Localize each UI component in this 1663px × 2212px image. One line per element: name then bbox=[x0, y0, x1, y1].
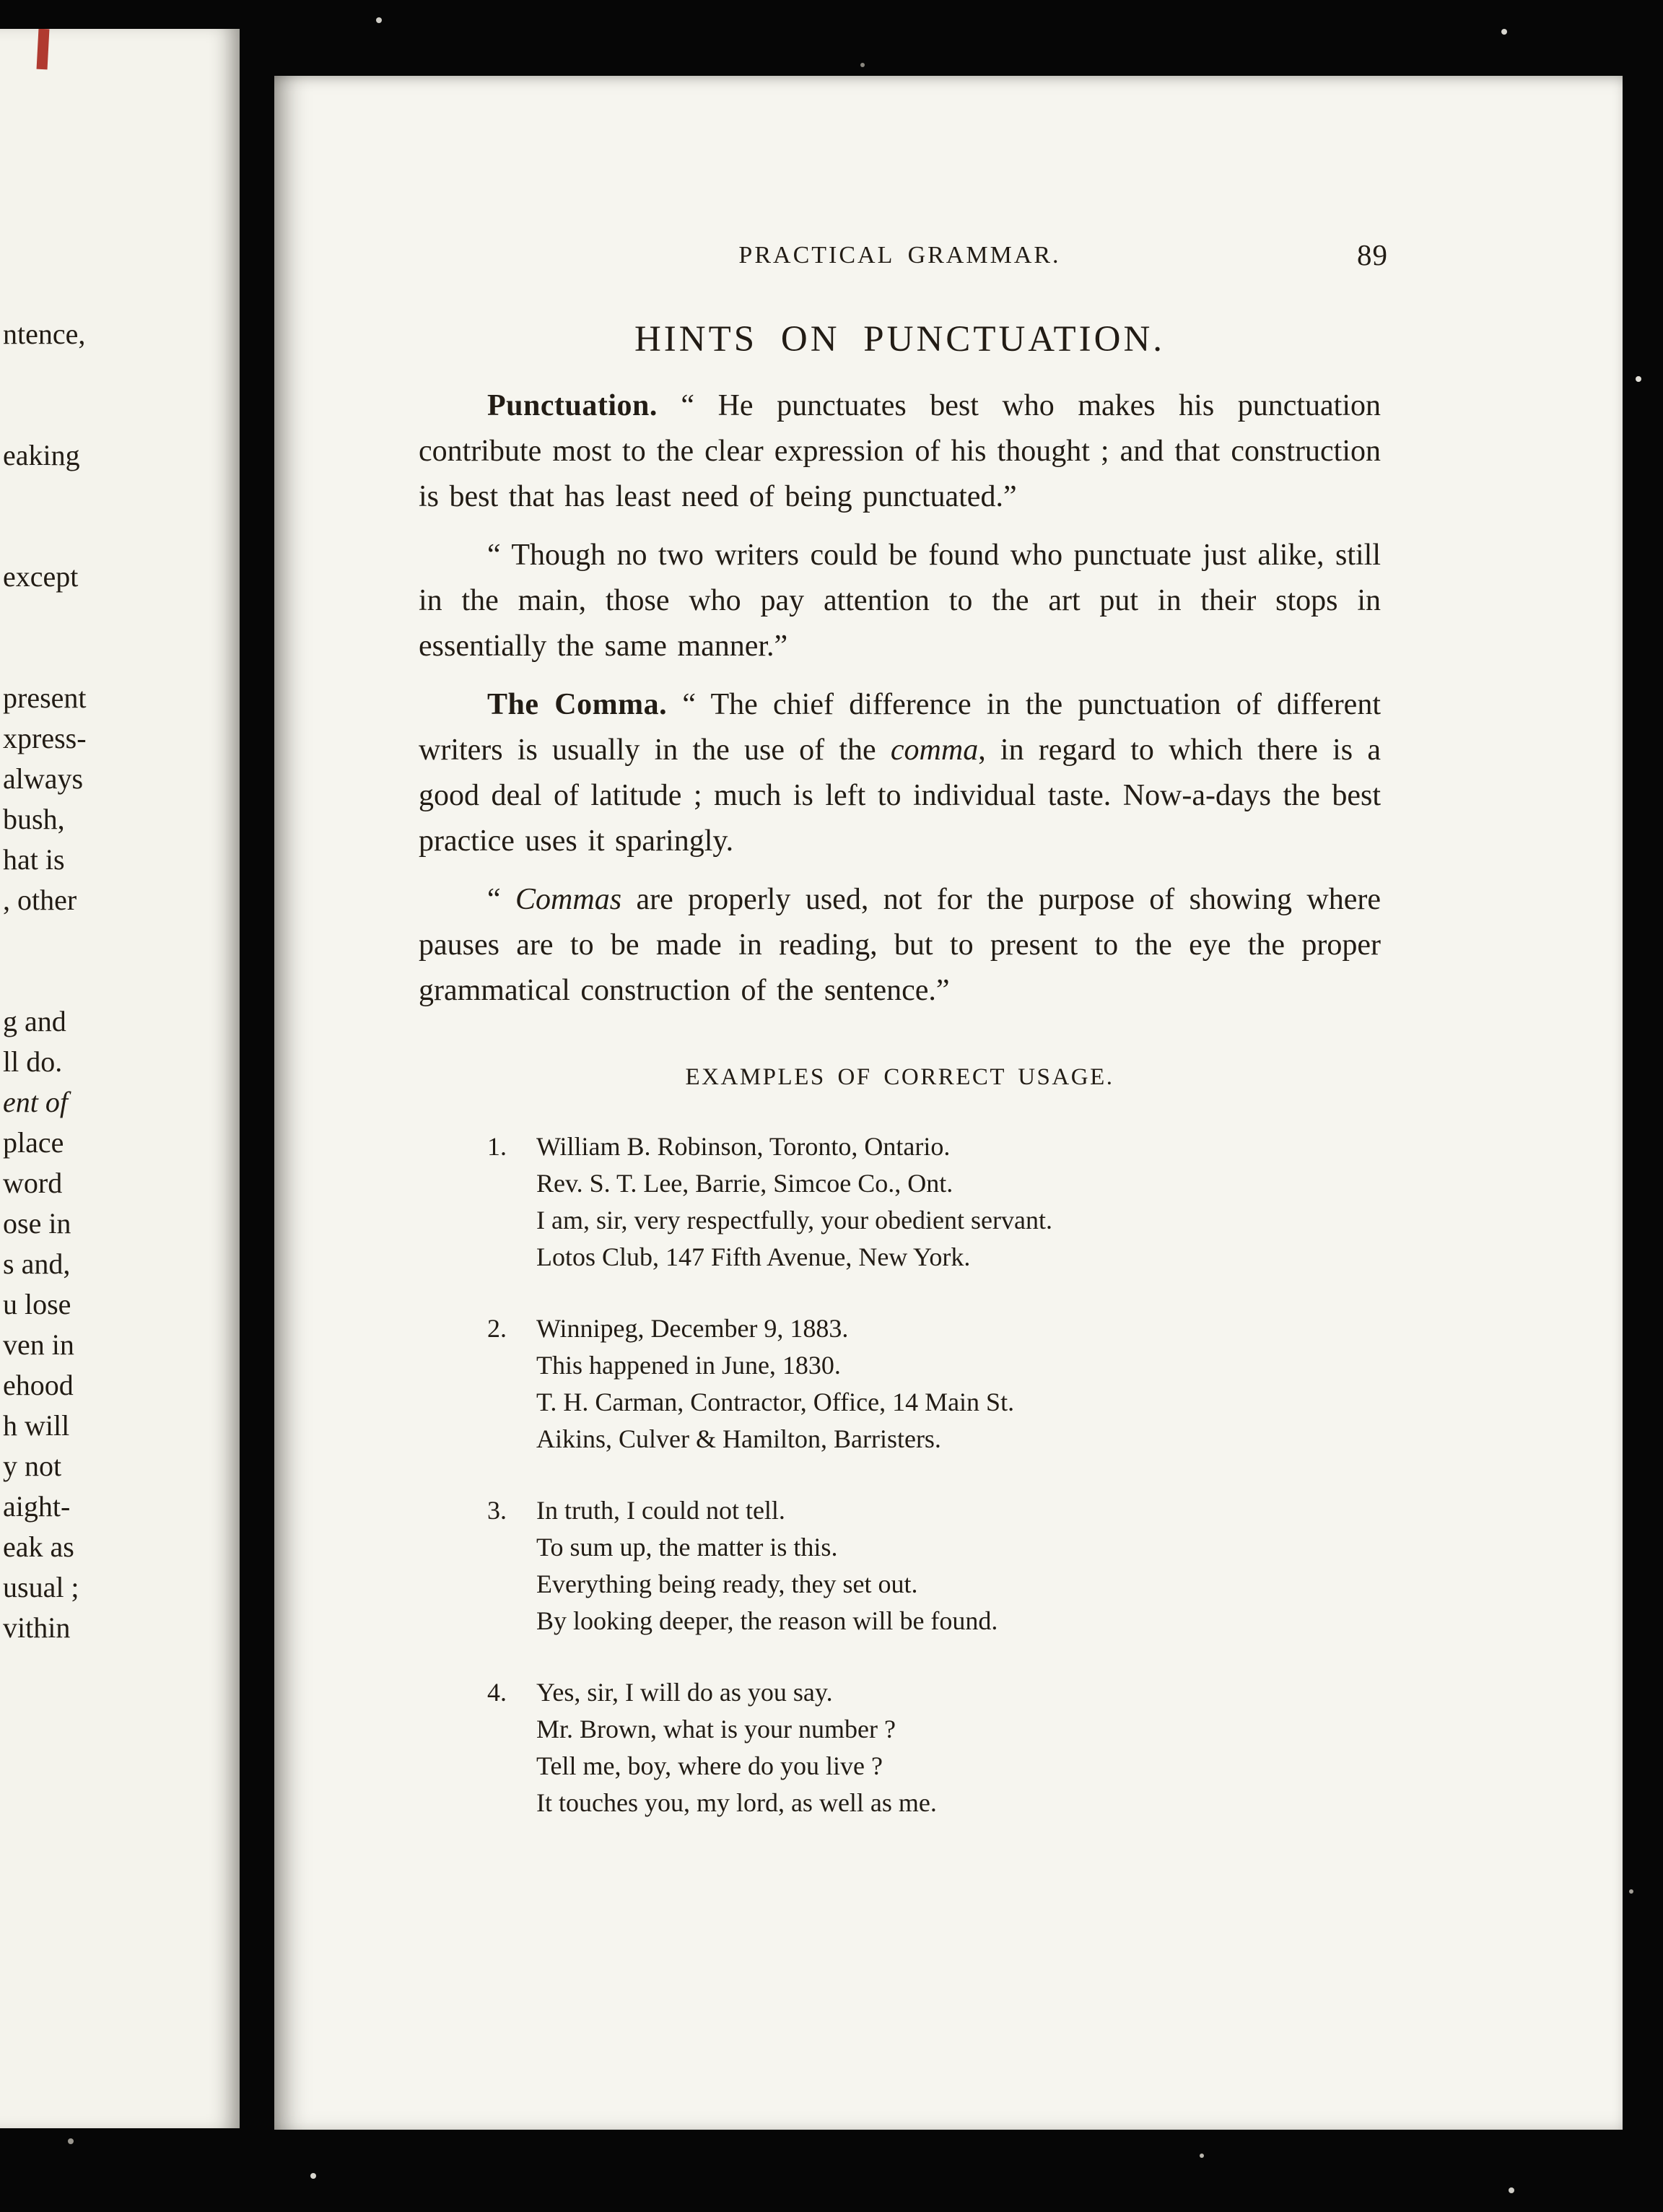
example-line: Yes, sir, I will do as you say. bbox=[536, 1678, 833, 1707]
paragraph-text: , in regard to which there is a good deal of latitude ; much is left to individual taste. Now-a-days the best practice uses it sparingly. bbox=[419, 733, 1381, 858]
paragraph-writers bbox=[419, 533, 1381, 669]
left-page-fragment-line: h will bbox=[3, 1409, 70, 1442]
left-page-fragment-line: hat is bbox=[3, 843, 65, 876]
example-item-4 bbox=[487, 1674, 1381, 1821]
italic-word: Commas bbox=[515, 883, 622, 916]
left-page-fragment-line: except bbox=[3, 560, 79, 593]
example-line: By looking deeper, the reason will be found. bbox=[536, 1606, 998, 1635]
example-lines bbox=[536, 1492, 998, 1640]
book-page bbox=[274, 76, 1623, 2130]
example-line: Aikins, Culver & Hamilton, Barristers. bbox=[536, 1424, 941, 1453]
paragraph-text: “ bbox=[487, 883, 516, 916]
example-line: This happened in June, 1830. bbox=[536, 1351, 841, 1380]
paragraph-the-comma bbox=[419, 682, 1381, 864]
examples-heading: EXAMPLES OF CORRECT USAGE. bbox=[685, 1064, 1114, 1090]
left-page-fragment-line: usual ; bbox=[3, 1571, 79, 1603]
left-page-fragment-line bbox=[3, 516, 240, 557]
example-lines bbox=[536, 1674, 937, 1821]
example-lines bbox=[536, 1128, 1052, 1276]
left-page-fragments bbox=[0, 29, 240, 1648]
example-number: 4. bbox=[487, 1678, 507, 1707]
left-page-fragment-line: g and bbox=[3, 1005, 66, 1037]
paragraph-text: “ He punctuates best who makes his punctuation contribute most to the clear expression of his thought ; and that construction is best that has least need of being punctuated.” bbox=[419, 389, 1381, 513]
left-page-fragment-line bbox=[3, 395, 240, 435]
example-line: To sum up, the matter is this. bbox=[536, 1533, 838, 1562]
chapter-title: HINTS ON PUNCTUATION. bbox=[634, 319, 1166, 360]
example-line: I am, sir, very respectfully, your obedient servant. bbox=[536, 1206, 1052, 1235]
example-item-3 bbox=[487, 1492, 1381, 1640]
left-page-fragment-line bbox=[3, 476, 240, 516]
example-line: Rev. S. T. Lee, Barrie, Simcoe Co., Ont. bbox=[536, 1169, 953, 1198]
italic-word: comma bbox=[890, 733, 979, 767]
paragraph-commas-usage bbox=[419, 877, 1381, 1014]
left-page-fragment-line bbox=[3, 920, 240, 961]
example-line: It touches you, my lord, as well as me. bbox=[536, 1788, 937, 1817]
example-number: 3. bbox=[487, 1496, 507, 1525]
example-item-1 bbox=[487, 1128, 1381, 1276]
example-line: Tell me, boy, where do you live ? bbox=[536, 1751, 883, 1780]
example-line: Lotos Club, 147 Fifth Avenue, New York. bbox=[536, 1242, 971, 1271]
left-page-fragment-line: ven in bbox=[3, 1328, 74, 1361]
left-page-fragment-line: u lose bbox=[3, 1288, 71, 1320]
left-page-fragment-line: ntence, bbox=[3, 318, 86, 350]
example-line: T. H. Carman, Contractor, Office, 14 Main St. bbox=[536, 1388, 1015, 1416]
left-page-fragment-line: eak as bbox=[3, 1530, 74, 1563]
example-line: Winnipeg, December 9, 1883. bbox=[536, 1314, 849, 1343]
paragraph-punctuation bbox=[419, 383, 1381, 520]
examples-section bbox=[419, 1064, 1381, 1821]
left-page-fragment-line: xpress- bbox=[3, 722, 87, 754]
paragraph-text: “ The chief difference in the punctuation of different writers is usually in the use of the bbox=[419, 688, 1381, 767]
left-page-fragment-line: y not bbox=[3, 1450, 62, 1482]
left-page-fragment-line: ent of bbox=[3, 1086, 68, 1118]
left-page-fragment-line bbox=[3, 961, 240, 1001]
page-number: 89 bbox=[1357, 238, 1388, 271]
left-page-fragment-line bbox=[3, 597, 240, 637]
left-page-fragment-line: bush, bbox=[3, 803, 65, 835]
left-page-fragment-line: word bbox=[3, 1167, 63, 1199]
example-lines bbox=[536, 1310, 1014, 1458]
page-text-column bbox=[419, 238, 1388, 1821]
paragraph-lead: The Comma. bbox=[487, 688, 668, 721]
page-header bbox=[419, 238, 1388, 276]
red-ink-mark bbox=[37, 29, 50, 69]
left-page-fragment-line bbox=[3, 354, 240, 395]
paragraph-text: are properly used, not for the purpose of showing where pauses are to be made in reading, but to present to the eye the proper grammatical construction of the sentence.” bbox=[419, 883, 1381, 1007]
example-item-2 bbox=[487, 1310, 1381, 1458]
left-page-fragment-line: always bbox=[3, 762, 84, 795]
example-line: William B. Robinson, Toronto, Ontario. bbox=[536, 1132, 951, 1161]
left-page-fragment-line: vithin bbox=[3, 1611, 71, 1644]
left-page-fragment-line bbox=[3, 637, 240, 678]
example-number: 2. bbox=[487, 1314, 507, 1343]
left-page-fragment-line: eaking bbox=[3, 439, 80, 471]
paragraph-lead: Punctuation. bbox=[487, 389, 658, 422]
paragraph-text: “ Though no two writers could be found who punctuate just alike, still in the main, those who pay attention to the art put in their stops in essentially the same manner.” bbox=[419, 539, 1381, 663]
left-page-fragment-line: ehood bbox=[3, 1369, 74, 1401]
example-number: 1. bbox=[487, 1132, 507, 1161]
running-head: PRACTICAL GRAMMAR. bbox=[738, 242, 1061, 269]
left-page-fragment-line: present bbox=[3, 682, 87, 714]
left-page-fragment-line: , other bbox=[3, 884, 77, 916]
left-page-fragment-line: ll do. bbox=[3, 1045, 63, 1078]
scan-dust-specks bbox=[0, 0, 3, 3]
left-page-fragment-line: ose in bbox=[3, 1207, 71, 1240]
example-line: Mr. Brown, what is your number ? bbox=[536, 1715, 896, 1743]
example-line: Everything being ready, they set out. bbox=[536, 1569, 918, 1598]
left-page-fragment-line: s and, bbox=[3, 1247, 71, 1280]
left-page-edge bbox=[0, 29, 240, 2128]
left-page-fragment-line: aight- bbox=[3, 1490, 71, 1523]
example-line: In truth, I could not tell. bbox=[536, 1496, 785, 1525]
left-page-fragment-line: place bbox=[3, 1126, 64, 1159]
